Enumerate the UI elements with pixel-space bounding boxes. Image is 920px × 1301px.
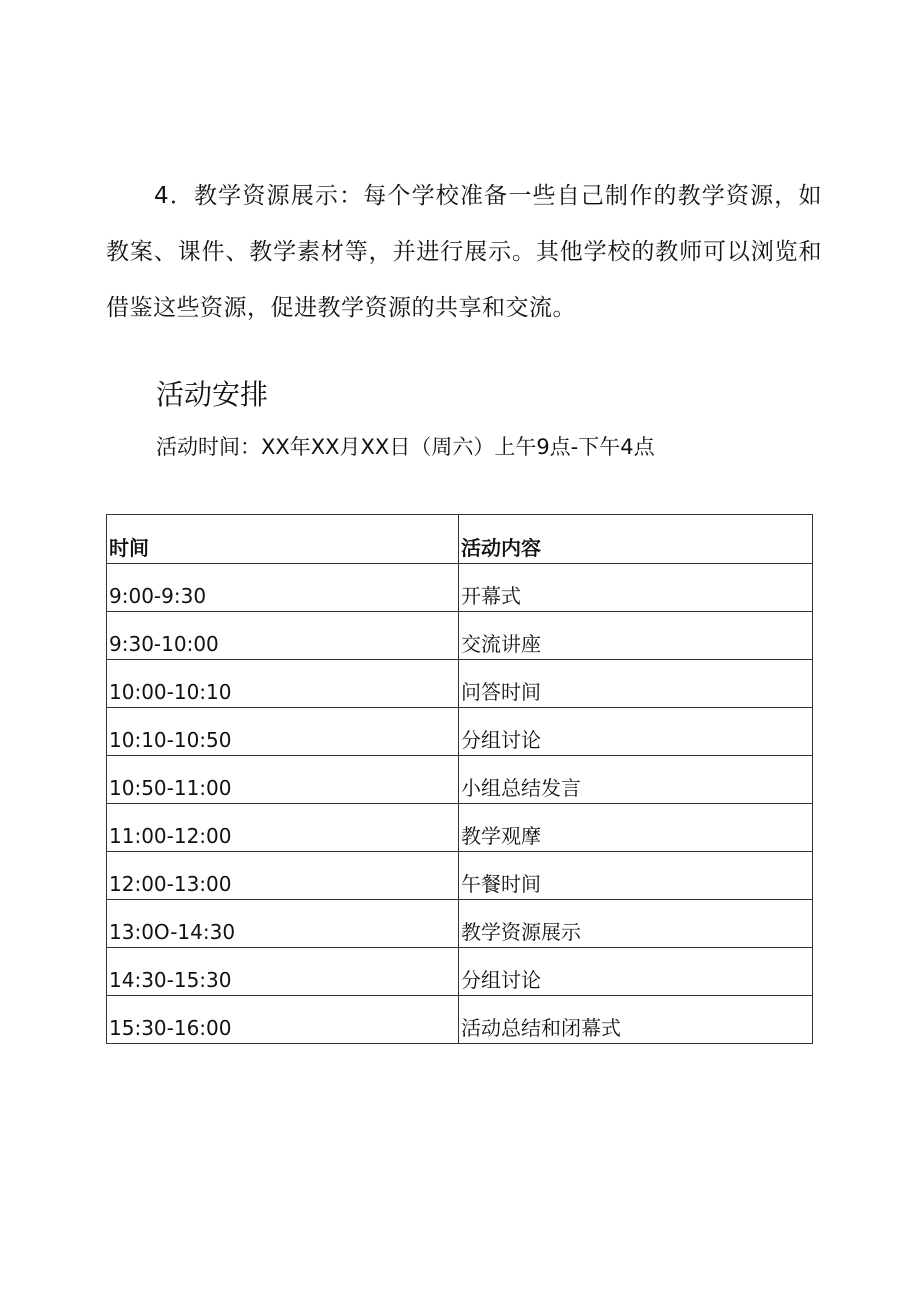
activity-cell: 活动总结和闭幕式 [459,996,813,1044]
table-header-row [107,515,813,564]
time-cell: 12:00-13:00 [107,852,459,900]
table-row [107,996,813,1044]
table-row [107,852,813,900]
time-cell: 9:00-9:30 [107,564,459,612]
activity-cell: 分组讨论 [459,708,813,756]
activity-time-line: 活动时间：XX年XX月XX日（周六）上午9点-下午4点 [156,435,655,459]
time-cell: 14:30-15:30 [107,948,459,996]
table-row [107,756,813,804]
schedule-table [106,514,813,1044]
header-time: 时间 [107,515,459,564]
time-cell: 10:00-10:10 [107,660,459,708]
table-row [107,564,813,612]
activity-cell: 午餐时间 [459,852,813,900]
activity-cell: 小组总结发言 [459,756,813,804]
time-cell: 10:50-11:00 [107,756,459,804]
table-row [107,708,813,756]
time-cell: 10:10-10:50 [107,708,459,756]
section-heading: 活动安排 [156,378,269,411]
activity-cell: 教学观摩 [459,804,813,852]
time-cell: 11:00-12:00 [107,804,459,852]
table-row [107,900,813,948]
activity-cell: 分组讨论 [459,948,813,996]
table-row [107,660,813,708]
time-cell: 15:30-16:00 [107,996,459,1044]
resource-display-paragraph: 4．教学资源展示：每个学校准备一些自己制作的教学资源，如教案、课件、教学素材等，并进行展示。其他学校的教师可以浏览和借鉴这些资源，促进教学资源的共享和交流。 [106,183,822,321]
table-row [107,804,813,852]
table-row [107,948,813,996]
activity-cell: 开幕式 [459,564,813,612]
activity-cell: 教学资源展示 [459,900,813,948]
header-activity: 活动内容 [459,515,813,564]
time-cell: 9:30-10:00 [107,612,459,660]
table-row [107,612,813,660]
activity-cell: 交流讲座 [459,612,813,660]
activity-cell: 问答时间 [459,660,813,708]
time-cell: 13:0O-14:30 [107,900,459,948]
